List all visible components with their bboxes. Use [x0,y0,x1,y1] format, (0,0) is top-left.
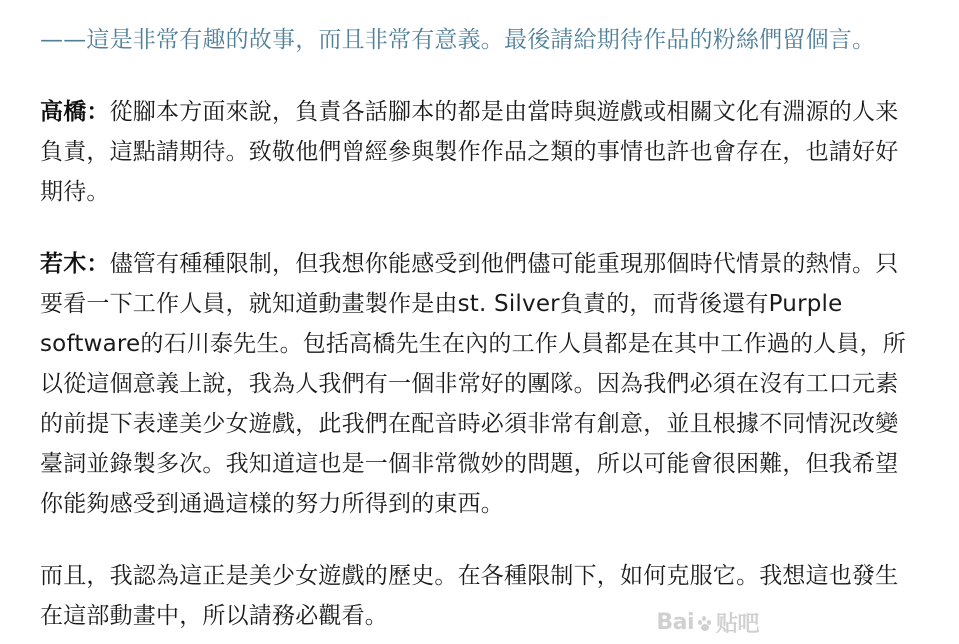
interview-question: ——這是非常有趣的故事，而且非常有意義。最後請給期待作品的粉絲們留個言。 [40,27,876,53]
answer-text: 儘管有種種限制，但我想你能感受到他們儘可能重現那個時代情景的熱情。只要看一下工作人員，就知道動畫製作是由st. Silver負責的，而背後還有Purple software的石川泰先生。包括高橋先生在內的工作人員都是在其中工作過的人員，所以從這個意義上說，我為人我們有一個非常好的團隊。因為我們必須在沒有工口元素的前提下表達美少女遊戲，此我們在配音時必須非常有創意，並且根據不同情況改變臺詞並錄製多次。我知道這也是一個非常微妙的問題，所以可能會很困難，但我希望你能夠感受到通過這樣的努力所得到的東西。 [40,251,906,517]
speaker-label: 若木： [40,251,110,277]
answer-paragraph-wakagi [40,244,920,524]
baidu-tieba-watermark [656,607,759,638]
interview-article [40,20,920,636]
answer-text: 從腳本方面來說，負責各話腳本的都是由當時與遊戲或相關文化有淵源的人来負責，這點請期待。致敬他們曾經參與製作作品之類的事情也許也會存在，也請好好期待。 [40,99,899,205]
baidu-paw-icon [697,615,713,631]
answer-paragraph-continued [40,556,920,636]
watermark-text-left: Bai [656,610,694,635]
speaker-label: 高橋： [40,99,110,125]
watermark-text-right: 贴吧 [715,612,759,637]
answer-text: 而且，我認為這正是美少女遊戲的歷史。在各種限制下，如何克服它。我想這也發生在這部動畫中，所以請務必觀看。 [40,563,899,629]
answer-paragraph-takahashi [40,92,920,212]
